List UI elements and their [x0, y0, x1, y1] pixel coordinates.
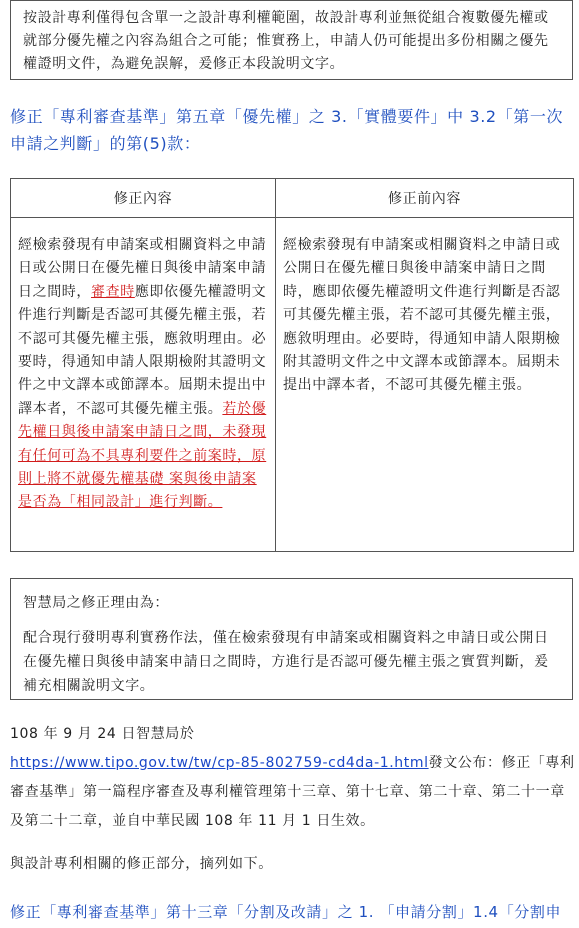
revision-mark-added-paragraph: 若於優先權日與後申請案申請日之間，未發現有任何可為不具專利要件之前案時，原則上將不就優先權基礎 案與後申請案是否為「相同設計」進行判斷。	[18, 400, 267, 511]
revision-mark-inserted: 審查時	[91, 283, 135, 300]
revised-text: 經檢索發現有申請案或相關資料之申請日或公開日在優先權日與後申請案申請日之間時，	[18, 237, 267, 300]
revised-content-cell	[11, 218, 276, 552]
table-header-row	[11, 179, 574, 218]
header-revised: 修正內容	[11, 179, 276, 218]
reason-box	[10, 578, 573, 700]
section-heading: 修正「專利審查基準」第五章「優先權」之 3.「實體要件」中 3.2「第一次申請之判斷」的第(5)款：	[10, 107, 564, 153]
tipo-announcement-link[interactable]: https://www.tipo.gov.tw/tw/cp-85-802759-cd4da-1.html	[10, 755, 429, 771]
table-row	[11, 218, 574, 552]
top-note-box	[10, 0, 573, 80]
excerpt-note: 與設計專利相關的修正部分，摘列如下。	[10, 856, 273, 872]
top-note-text: 按設計專利僅得包含單一之設計專利權範圍，故設計專利並無從組合複數優先權或就部分優先權之內容為組合之可能；惟實務上，申請人仍可能提出多份相關之優先權證明文件，為避免誤解，爰修正本段說明文字。	[23, 10, 549, 72]
reason-title: 智慧局之修正理由為：	[23, 595, 169, 611]
announcement-paragraph	[10, 720, 575, 836]
announcement-date: 108 年 9 月 24 日智慧局於	[10, 726, 195, 742]
announcement-text: 發文公布：修正「專利審查基準」第一篇程序審查及專利權管理第十三章、第十七章、第二十章、第二十一章及第二十二章，並自中華民國 108 年 11 月 1 日生效。	[10, 755, 575, 829]
revised-text: 應即依優先權證明文件進行判斷是否認可其優先權主張，若不認可其優先權主張，應敘明理由。必要時，得通知申請人限期檢附其證明文件之中文譯本或節譯本。屆期未提出中譯本者，不認可其優先權主張。	[18, 283, 267, 417]
original-content-cell: 經檢索發現有申請案或相關資料之申請日或公開日在優先權日與後申請案申請日之間時，應即依優先權證明文件進行判斷是否認可其優先權主張，若不認可其優先權主張，應敘明理由。必要時，得通知申請人限期檢附其證明文件之中文譯本或節譯本。屆期未提出中譯本者，不認可其優先權主張。	[276, 218, 574, 552]
reason-body: 配合現行發明專利實務作法，僅在檢索發現有申請案或相關資料之申請日或公開日在優先權日與後申請案申請日之間時，方進行是否認可優先權主張之實質判斷，爰補充相關說明文字。	[23, 630, 549, 694]
comparison-table	[10, 178, 574, 552]
header-original: 修正前內容	[276, 179, 574, 218]
section-heading-2: 修正「專利審查基準」第十三章「分割及改請」之 1. 「申請分割」1.4「分割申	[10, 903, 562, 921]
